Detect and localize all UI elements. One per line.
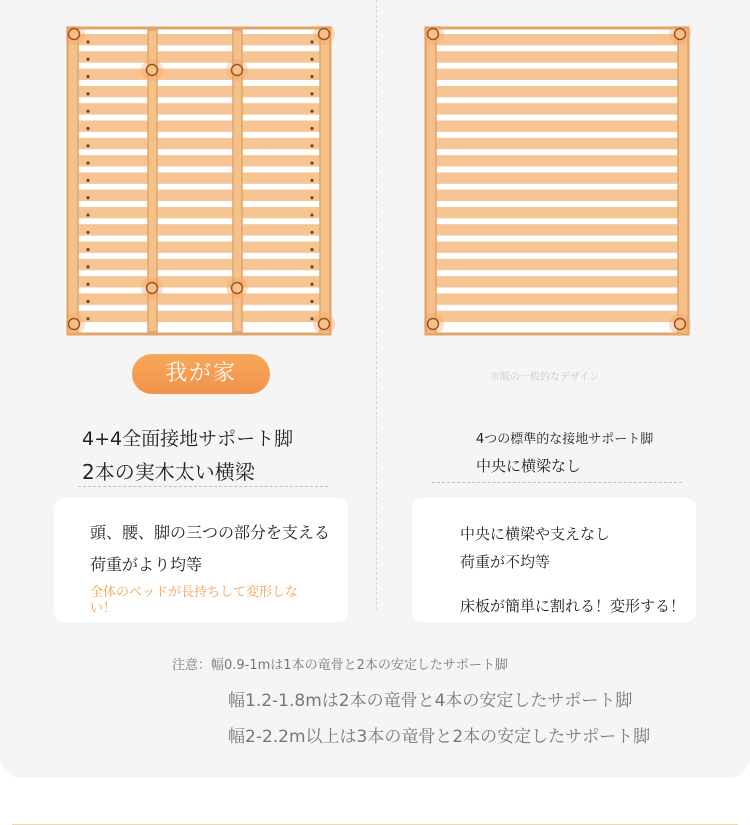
note-line-2: 幅1.2-1.8mは2本の竜骨と4本の安定したサポート脚 [228, 691, 633, 711]
slat [434, 121, 680, 132]
slat [76, 69, 322, 80]
slat [434, 276, 680, 287]
note-line-3: 幅2-2.2m以上は3本の竜骨と2本の安定したサポート脚 [228, 727, 651, 747]
slat [434, 86, 680, 97]
left-headline-2: 2本の実木太い横梁 [82, 460, 255, 484]
slat [434, 51, 680, 62]
support-leg-icon [319, 29, 330, 40]
slat [434, 69, 680, 80]
slat [434, 103, 680, 114]
slat [76, 276, 322, 287]
slat [76, 34, 322, 45]
support-leg-icon [147, 65, 158, 76]
slat [434, 311, 680, 322]
column-divider [376, 0, 377, 610]
slat [434, 293, 680, 304]
support-leg-icon [428, 29, 439, 40]
slat [76, 293, 322, 304]
support-leg-icon [675, 319, 686, 330]
slat [76, 190, 322, 201]
faint-caption: 市販の一般的なデザイン [490, 372, 600, 383]
right-headline-1: 4つの標準的な接地サポート脚 [476, 432, 654, 447]
support-leg-icon [675, 29, 686, 40]
support-leg-icon [147, 283, 158, 294]
support-leg-icon [232, 283, 243, 294]
slat [434, 242, 680, 253]
left-divider [78, 486, 328, 487]
slat [434, 259, 680, 270]
right-card-line-2: 荷重が不均等 [460, 553, 551, 571]
slat [434, 224, 680, 235]
slat [76, 155, 322, 166]
slat [76, 121, 322, 132]
slat [76, 172, 322, 183]
support-leg-icon [319, 319, 330, 330]
bed-frame-with-beams [66, 26, 338, 338]
support-leg-icon [232, 65, 243, 76]
slat [76, 259, 322, 270]
brand-badge: 我が家 [132, 354, 270, 394]
right-card-line-1: 中央に横梁や支えなし [460, 525, 611, 543]
left-card-line-1: 頭、腰、脚の三つの部分を支える [90, 523, 331, 542]
note-line-1: 注意：幅0.9-1mは1本の竜骨と2本の安定したサポート脚 [172, 658, 508, 673]
slat [76, 207, 322, 218]
slat [76, 103, 322, 114]
slat [434, 172, 680, 183]
slat [76, 311, 322, 322]
support-leg-icon [69, 319, 80, 330]
slat [76, 86, 322, 97]
slat [434, 207, 680, 218]
slat [76, 51, 322, 62]
slat [76, 224, 322, 235]
slat [76, 242, 322, 253]
right-card-line-3: 床板が簡単に割れる！変形する！ [460, 597, 686, 615]
slat [434, 34, 680, 45]
right-headline-2: 中央に横梁なし [476, 457, 582, 475]
right-divider [432, 482, 682, 483]
left-card-note: 全体のベッドが長持ちして変形しない！ [90, 585, 299, 616]
slat [434, 155, 680, 166]
support-leg-icon [69, 29, 80, 40]
support-leg-icon [428, 319, 439, 330]
left-card-line-2: 荷重がより均等 [90, 555, 203, 574]
slat [434, 190, 680, 201]
slat [76, 138, 322, 149]
slat [434, 138, 680, 149]
bed-frame-without-beams [424, 26, 694, 338]
left-headline-1: 4+4全面接地サポート脚 [82, 428, 294, 450]
